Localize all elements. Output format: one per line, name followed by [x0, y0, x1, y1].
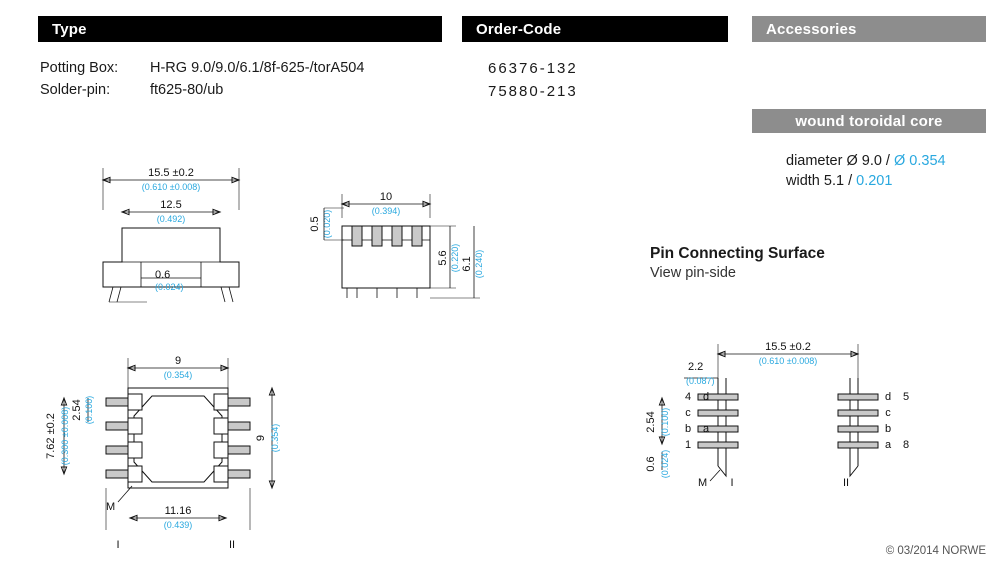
accessories-width-row: [786, 172, 946, 192]
side-dim-h2-in: (0.240): [474, 249, 484, 279]
front-dim-inner-in: (0.492): [156, 214, 186, 224]
side-dim-top-mm: 0.5: [309, 216, 321, 232]
type-value-solder-pin: ft625-80/ub: [150, 82, 224, 98]
pin-label-right-4: 8: [902, 439, 910, 451]
accessories-diameter-label: diameter Ø 9.0 /: [786, 153, 890, 169]
type-row-potting-box: [40, 60, 364, 76]
bottom-dim-w-in: (0.354): [163, 370, 193, 380]
pin-dim-off-mm: 2.2: [688, 361, 704, 373]
accessories-detail: [786, 152, 946, 191]
front-dim-pin-in: (0.024): [155, 282, 184, 292]
front-dim-inner-mm: 12.5: [160, 199, 182, 211]
pin-dim-off-in: (0.087): [686, 376, 715, 386]
accessories-width-inch: 0.201: [856, 172, 893, 189]
drawing-bottom-view: [40, 340, 340, 560]
side-dim-len-mm: 10: [379, 191, 393, 203]
bottom-dim-h-mm: 9: [255, 434, 267, 442]
bottom-dim-len-mm: 11.16: [164, 505, 192, 517]
bottom-dim-span-in: (0.300 ±0.008): [60, 406, 70, 466]
copyright-notice: © 03/2014 NORWE: [885, 545, 986, 557]
bottom-dim-len-in: (0.439): [163, 520, 193, 530]
bottom-roman-2: II: [228, 539, 236, 551]
bottom-roman-1: I: [116, 539, 120, 551]
accessories-diameter-row: [786, 152, 946, 172]
pin-dim-pitch-mm: 2.54: [645, 411, 657, 433]
pin-label-right-inner-2: c: [885, 407, 891, 419]
pin-connecting-surface-title: Pin Connecting Surface: [650, 245, 825, 262]
pin-marker-m: M: [698, 477, 708, 489]
bottom-dim-pitch-in: (0.100): [84, 395, 94, 425]
type-block: [40, 60, 364, 104]
pin-label-right-inner-4: a: [884, 439, 892, 451]
pin-dim-low-in: (0.024): [660, 449, 670, 479]
pin-label-right-1: 5: [902, 391, 910, 403]
pin-connecting-surface-subtitle: View pin-side: [650, 265, 736, 281]
pin-roman-2: II: [842, 477, 850, 489]
pin-label-left-2: c: [685, 407, 691, 419]
accessories-width-label: width 5.1 /: [786, 172, 853, 189]
pin-roman-1: I: [730, 477, 734, 489]
pin-label-left-3: b: [684, 423, 692, 435]
side-dim-top-in: (0.020): [322, 209, 332, 239]
pin-label-left-inner-3: a: [702, 423, 710, 435]
order-code-2: 75880-213: [488, 83, 578, 100]
side-dim-h2-mm: 6.1: [461, 256, 473, 272]
drawing-side-view: [300, 178, 530, 338]
type-label-potting-box: Potting Box:: [40, 60, 119, 76]
section-header-core-label: wound toroidal core: [795, 112, 943, 130]
section-header-type-label: Type: [52, 20, 87, 38]
side-dim-len-in: (0.394): [371, 206, 401, 216]
front-dim-pin-mm: 0.6: [155, 269, 171, 281]
pin-label-left-inner-1: d: [702, 391, 710, 403]
pin-dim-pitch-in: (0.100): [660, 407, 670, 437]
section-header-type: [38, 16, 442, 42]
type-row-solder-pin: [40, 82, 364, 98]
pin-dim-w-in: (0.610 ±0.008): [758, 356, 818, 366]
side-dim-h1-in: (0.220): [450, 243, 460, 273]
order-code-block: [488, 60, 578, 106]
bottom-dim-h-in: (0.354): [270, 423, 280, 453]
side-dim-h1-mm: 5.6: [437, 250, 449, 266]
pin-label-right-inner-3: b: [884, 423, 892, 435]
section-header-order-code-label: Order-Code: [476, 20, 562, 38]
pin-dim-low-mm: 0.6: [645, 456, 657, 472]
front-dim-width-mm: 15.5 ±0.2: [148, 167, 194, 179]
accessories-diameter-inch: Ø 0.354: [894, 153, 946, 169]
order-code-1: 66376-132: [488, 60, 578, 77]
pin-dim-w-mm: 15.5 ±0.2: [765, 341, 811, 353]
section-header-accessories-label: Accessories: [766, 20, 857, 38]
drawing-pin-connecting-surface: [640, 318, 970, 518]
pin-label-left-4: 1: [684, 439, 692, 451]
section-header-accessories: [752, 16, 986, 42]
bottom-marker-m: M: [106, 501, 116, 513]
front-dim-width-in: (0.610 ±0.008): [141, 182, 201, 192]
pin-label-left-1: 4: [684, 391, 692, 403]
type-label-solder-pin: Solder-pin:: [40, 82, 111, 98]
type-value-potting-box: H-RG 9.0/9.0/6.1/8f-625-/torA504: [150, 60, 365, 76]
section-header-order-code: [462, 16, 728, 42]
bottom-dim-w-mm: 9: [174, 355, 182, 367]
bottom-dim-span-mm: 7.62 ±0.2: [45, 413, 57, 459]
pin-label-right-inner-1: d: [884, 391, 892, 403]
section-header-core: [752, 109, 986, 133]
bottom-dim-pitch-mm: 2.54: [71, 399, 83, 421]
